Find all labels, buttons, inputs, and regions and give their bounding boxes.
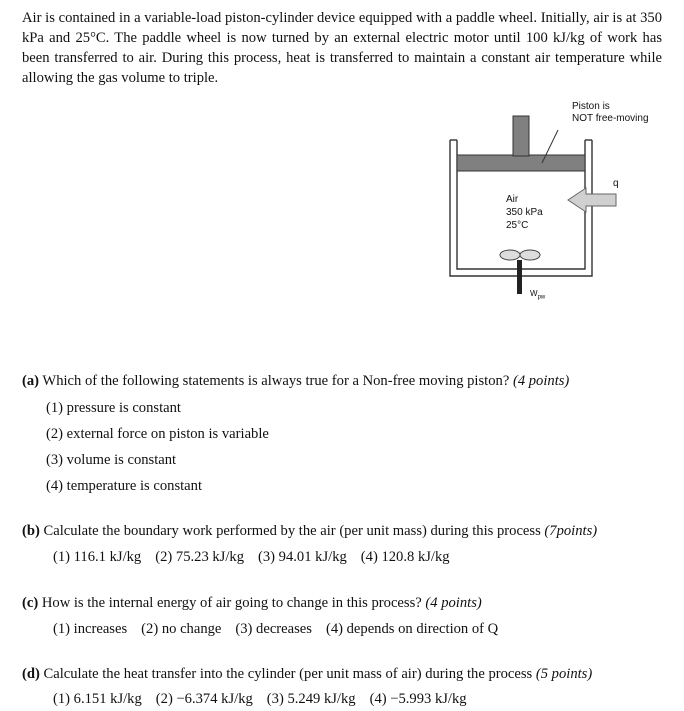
question-c-label: (c) bbox=[22, 595, 39, 611]
question-d-text: Calculate the heat transfer into the cylinder (per unit mass of air) during the process bbox=[39, 666, 536, 682]
option-a-1: (1) pressure is constant bbox=[46, 400, 181, 416]
question-b-text: Calculate the boundary work performed by the air (per unit mass) during this process bbox=[39, 523, 545, 539]
option-c-1: (1) increases bbox=[53, 621, 128, 637]
piston-label-line1: Piston is bbox=[572, 101, 610, 112]
problem-statement: Air is contained in a variable-load piston-cylinder device equipped with a paddle wheel. Initially, air is at 350 kPa and 25°C. The paddle wheel is now turned by an external electric motor until 100 kJ/kg of work has been transferred to air. During this process, heat is transferred to maintain a constant air temperature while allowing the gas volume to triple. bbox=[22, 10, 662, 86]
option-b-4: (4) 120.8 kJ/kg bbox=[360, 549, 450, 565]
question-c-text: How is the internal energy of air going to change in this process? bbox=[38, 595, 426, 611]
work-subscript: pw bbox=[537, 294, 546, 301]
pressure-label: 350 kPa bbox=[506, 207, 543, 218]
question-c-options bbox=[53, 621, 512, 638]
temperature-label: 25°C bbox=[506, 220, 529, 231]
option-d-2: (2) −6.374 kJ/kg bbox=[155, 691, 253, 707]
work-label: W bbox=[530, 289, 538, 298]
option-b-1: (1) 116.1 kJ/kg bbox=[53, 549, 142, 565]
option-a-2: (2) external force on piston is variable bbox=[46, 426, 269, 442]
question-d bbox=[22, 666, 592, 683]
option-d-1: (1) 6.151 kJ/kg bbox=[53, 691, 142, 707]
question-a-text: Which of the following statements is always true for a Non-free moving piston? bbox=[39, 373, 513, 389]
option-d-3: (3) 5.249 kJ/kg bbox=[266, 691, 356, 707]
question-b bbox=[22, 523, 597, 540]
question-b-points: (7points) bbox=[544, 523, 598, 539]
option-c-2: (2) no change bbox=[141, 621, 222, 637]
paddle-blade-right bbox=[520, 250, 540, 260]
option-b-2: (2) 75.23 kJ/kg bbox=[155, 549, 245, 565]
question-c-points: (4 points) bbox=[425, 595, 482, 611]
paddle-blade-left bbox=[500, 250, 520, 260]
q-label: q bbox=[613, 178, 619, 189]
option-c-4: (4) depends on direction of Q bbox=[325, 621, 499, 637]
diagram-svg bbox=[440, 98, 660, 338]
option-a-3: (3) volume is constant bbox=[46, 452, 177, 468]
piston-cylinder-diagram bbox=[440, 98, 660, 338]
paddle-shaft bbox=[517, 260, 522, 294]
question-a-points: (4 points) bbox=[512, 373, 570, 389]
question-a-label: (a) bbox=[22, 373, 40, 389]
option-a-4: (4) temperature is constant bbox=[46, 478, 203, 494]
question-a bbox=[22, 373, 569, 390]
question-b-label: (b) bbox=[22, 523, 40, 539]
option-d-4: (4) −5.993 kJ/kg bbox=[369, 691, 467, 707]
question-d-label: (d) bbox=[22, 666, 40, 682]
air-label: Air bbox=[506, 194, 519, 205]
question-d-options bbox=[53, 691, 481, 708]
option-c-3: (3) decreases bbox=[235, 621, 312, 637]
piston-rod bbox=[513, 116, 529, 156]
piston-label-line2: NOT free-moving bbox=[572, 113, 649, 124]
question-c bbox=[22, 595, 482, 612]
question-d-points: (5 points) bbox=[535, 666, 593, 682]
option-b-3: (3) 94.01 kJ/kg bbox=[258, 549, 347, 565]
question-b-options bbox=[53, 549, 464, 566]
piston bbox=[457, 155, 585, 171]
